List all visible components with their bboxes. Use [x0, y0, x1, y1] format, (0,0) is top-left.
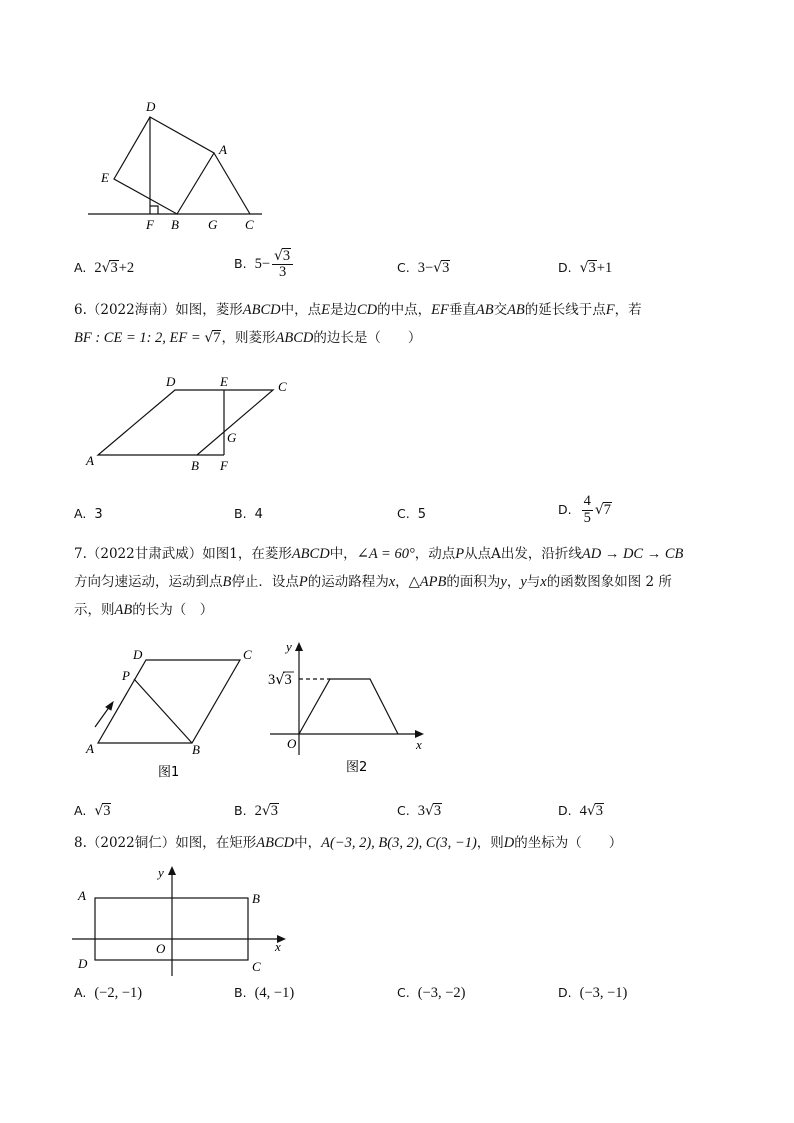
q6-label-D: D [166, 374, 176, 389]
q6-option-b[interactable]: B. 4 [234, 506, 263, 522]
q5-option-c[interactable]: C. 3−√3 [397, 260, 450, 276]
q8-option-b[interactable]: B. (4, −1) [234, 985, 295, 1001]
q6-label-G: G [227, 430, 237, 445]
q8-label-D: D [78, 956, 88, 971]
q7-fig2-label-O: O [287, 736, 297, 751]
q8-label-B: B [252, 891, 260, 906]
q8-option-c[interactable]: C. (−3, −2) [397, 985, 466, 1001]
q5-option-a[interactable]: A. 2√3+2 [74, 260, 135, 276]
q8-option-d[interactable]: D. (−3, −1) [558, 985, 628, 1001]
q8-stem: 8.（2022铜仁）如图，在矩形ABCD中，A(−3, 2), B(3, 2), C(3, −1)，则D的坐标为（ ） [74, 835, 623, 851]
q5-label-B: B [171, 217, 179, 232]
q7-fig2-label-y: y [286, 639, 292, 654]
q8-label-A: A [78, 888, 86, 903]
q7-fig1-label-A: A [86, 741, 94, 756]
q5-label-F: F [146, 217, 154, 232]
q7-fig1-label-D: D [133, 647, 143, 662]
q6-stem: 6.（2022海南）如图，菱形ABCD中，点E是边CD的中点，EF垂直AB交AB的延长线于点F，若 BF : CE = 1: 2, EF = √7，则菱形ABCD的边长是（ ） [74, 302, 642, 346]
q5-label-C: C [245, 217, 254, 232]
q5-figure [80, 95, 280, 235]
q6-label-C: C [278, 379, 287, 394]
q8-figure [70, 862, 290, 980]
q8-label-O: O [156, 941, 166, 956]
q7-fig1-label-P: P [122, 668, 130, 683]
q7-stem: 7.（2022甘肃武威）如图1，在菱形ABCD中，∠A = 60°，动点P从点A出发，沿折线AD → DC → CB 方向匀速运动，运动到点B停止．设点P的运动路程为x，△APB的面积为y，y与x的函数图象如图 2 所 示，则AB的长为（ ） [74, 546, 684, 618]
q6-label-B: B [191, 458, 199, 473]
q5-label-D: D [146, 99, 156, 114]
q8-option-a[interactable]: A. (−2, −1) [74, 985, 143, 1001]
q5-label-E: E [101, 170, 109, 185]
q8-label-y: y [158, 865, 164, 880]
q7-fig1-label-C: C [243, 647, 252, 662]
q7-option-d[interactable]: D. 4√3 [558, 803, 604, 819]
q6-label-A: A [86, 453, 94, 468]
q8-label-C: C [252, 959, 261, 974]
q5-label-A: A [219, 142, 227, 157]
q7-fig2-caption: 图2 [346, 760, 368, 775]
q7-option-b[interactable]: B. 2√3 [234, 803, 278, 819]
q6-option-d[interactable]: D. $\frac{4}{5}$ √7 [558, 493, 612, 526]
q7-fig2-label-x: x [416, 737, 422, 752]
q7-fig1-label-B: B [192, 742, 200, 757]
q6-option-a[interactable]: A. 3 [74, 506, 103, 522]
q7-figure-1 [82, 644, 262, 784]
q6-label-E: E [220, 374, 228, 389]
q6-label-F: F [220, 458, 228, 473]
q6-option-c[interactable]: C. 5 [397, 506, 426, 522]
q5-label-G: G [208, 217, 218, 232]
q5-option-d[interactable]: D. √3+1 [558, 260, 613, 276]
q7-option-c[interactable]: C. 3√3 [397, 803, 442, 819]
q6-figure [82, 370, 292, 476]
q8-label-x: x [275, 939, 281, 954]
q7-option-a[interactable]: A. √3 [74, 803, 111, 819]
q7-fig1-caption: 图1 [158, 765, 180, 780]
q7-figure-2 [264, 637, 434, 779]
q7-fig2-ytick: 3√3 [268, 672, 292, 688]
q5-option-b[interactable]: B. 5− $\frac{√3}{3}$ [234, 248, 295, 281]
